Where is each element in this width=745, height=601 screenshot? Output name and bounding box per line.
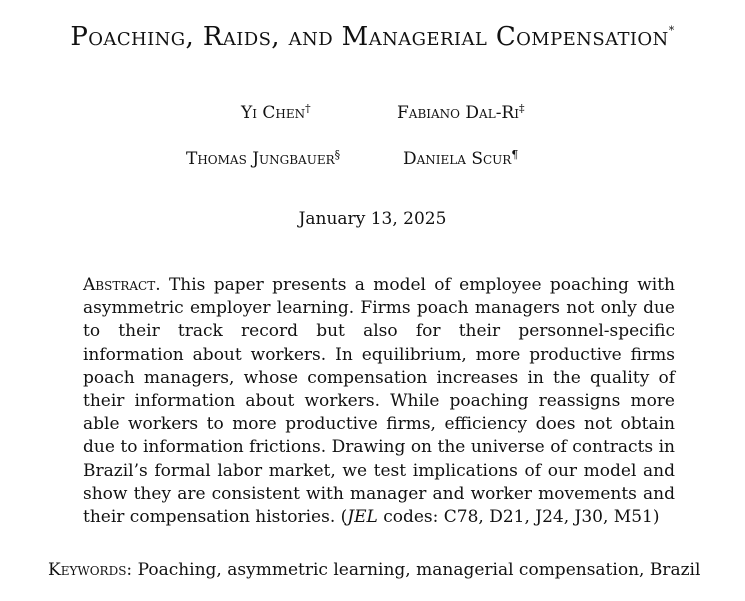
keywords-heading: Keywords: [48,560,133,580]
paper-title [0,22,745,53]
abstract-body: This paper presents a model of employee poaching with asymmetric employer learning. Firms poach managers not only due to their track record but also for their personnel-specific information about workers. In equilibrium, more productive firms poach managers, whose compensation increases in the quality of their information about workers. While poaching reassigns more able workers to more productive firms, efficiency does not obtain due to information frictions. Drawing on the universe of contracts in Brazil’s formal labor market, we test implications of our model and show they are consistent with manager and worker movements and their compensation histories. [83,275,675,528]
author-name-text: Fabiano Dal-Ri [397,103,519,123]
title-footnote-mark: * [668,24,675,37]
author-name-text: Thomas Jungbauer [186,149,335,169]
author-name [397,103,524,123]
author-name [186,149,340,169]
author-footnote-mark: ¶ [511,148,519,161]
keywords [48,560,718,580]
paper-title-text: Poaching, Raids, and Managerial Compensation [70,22,669,52]
jel-open-paren: ( [340,507,348,528]
author-footnote-mark: ‡ [518,102,525,115]
jel-label: JEL [347,507,378,528]
author-name [403,149,518,169]
paper-date: January 13, 2025 [298,209,447,229]
author-footnote-mark: § [334,148,341,161]
keywords-text: Poaching, asymmetric learning, managerial compensation, Brazil [137,560,701,580]
author-name-text: Yi Chen [241,103,306,123]
abstract-heading: Abstract. [83,275,161,295]
author-name [241,103,311,123]
author-name-text: Daniela Scur [403,149,512,169]
jel-codes: codes: C78, D21, J24, J30, M51) [383,507,660,528]
author-footnote-mark: † [305,102,311,115]
abstract [83,274,675,529]
